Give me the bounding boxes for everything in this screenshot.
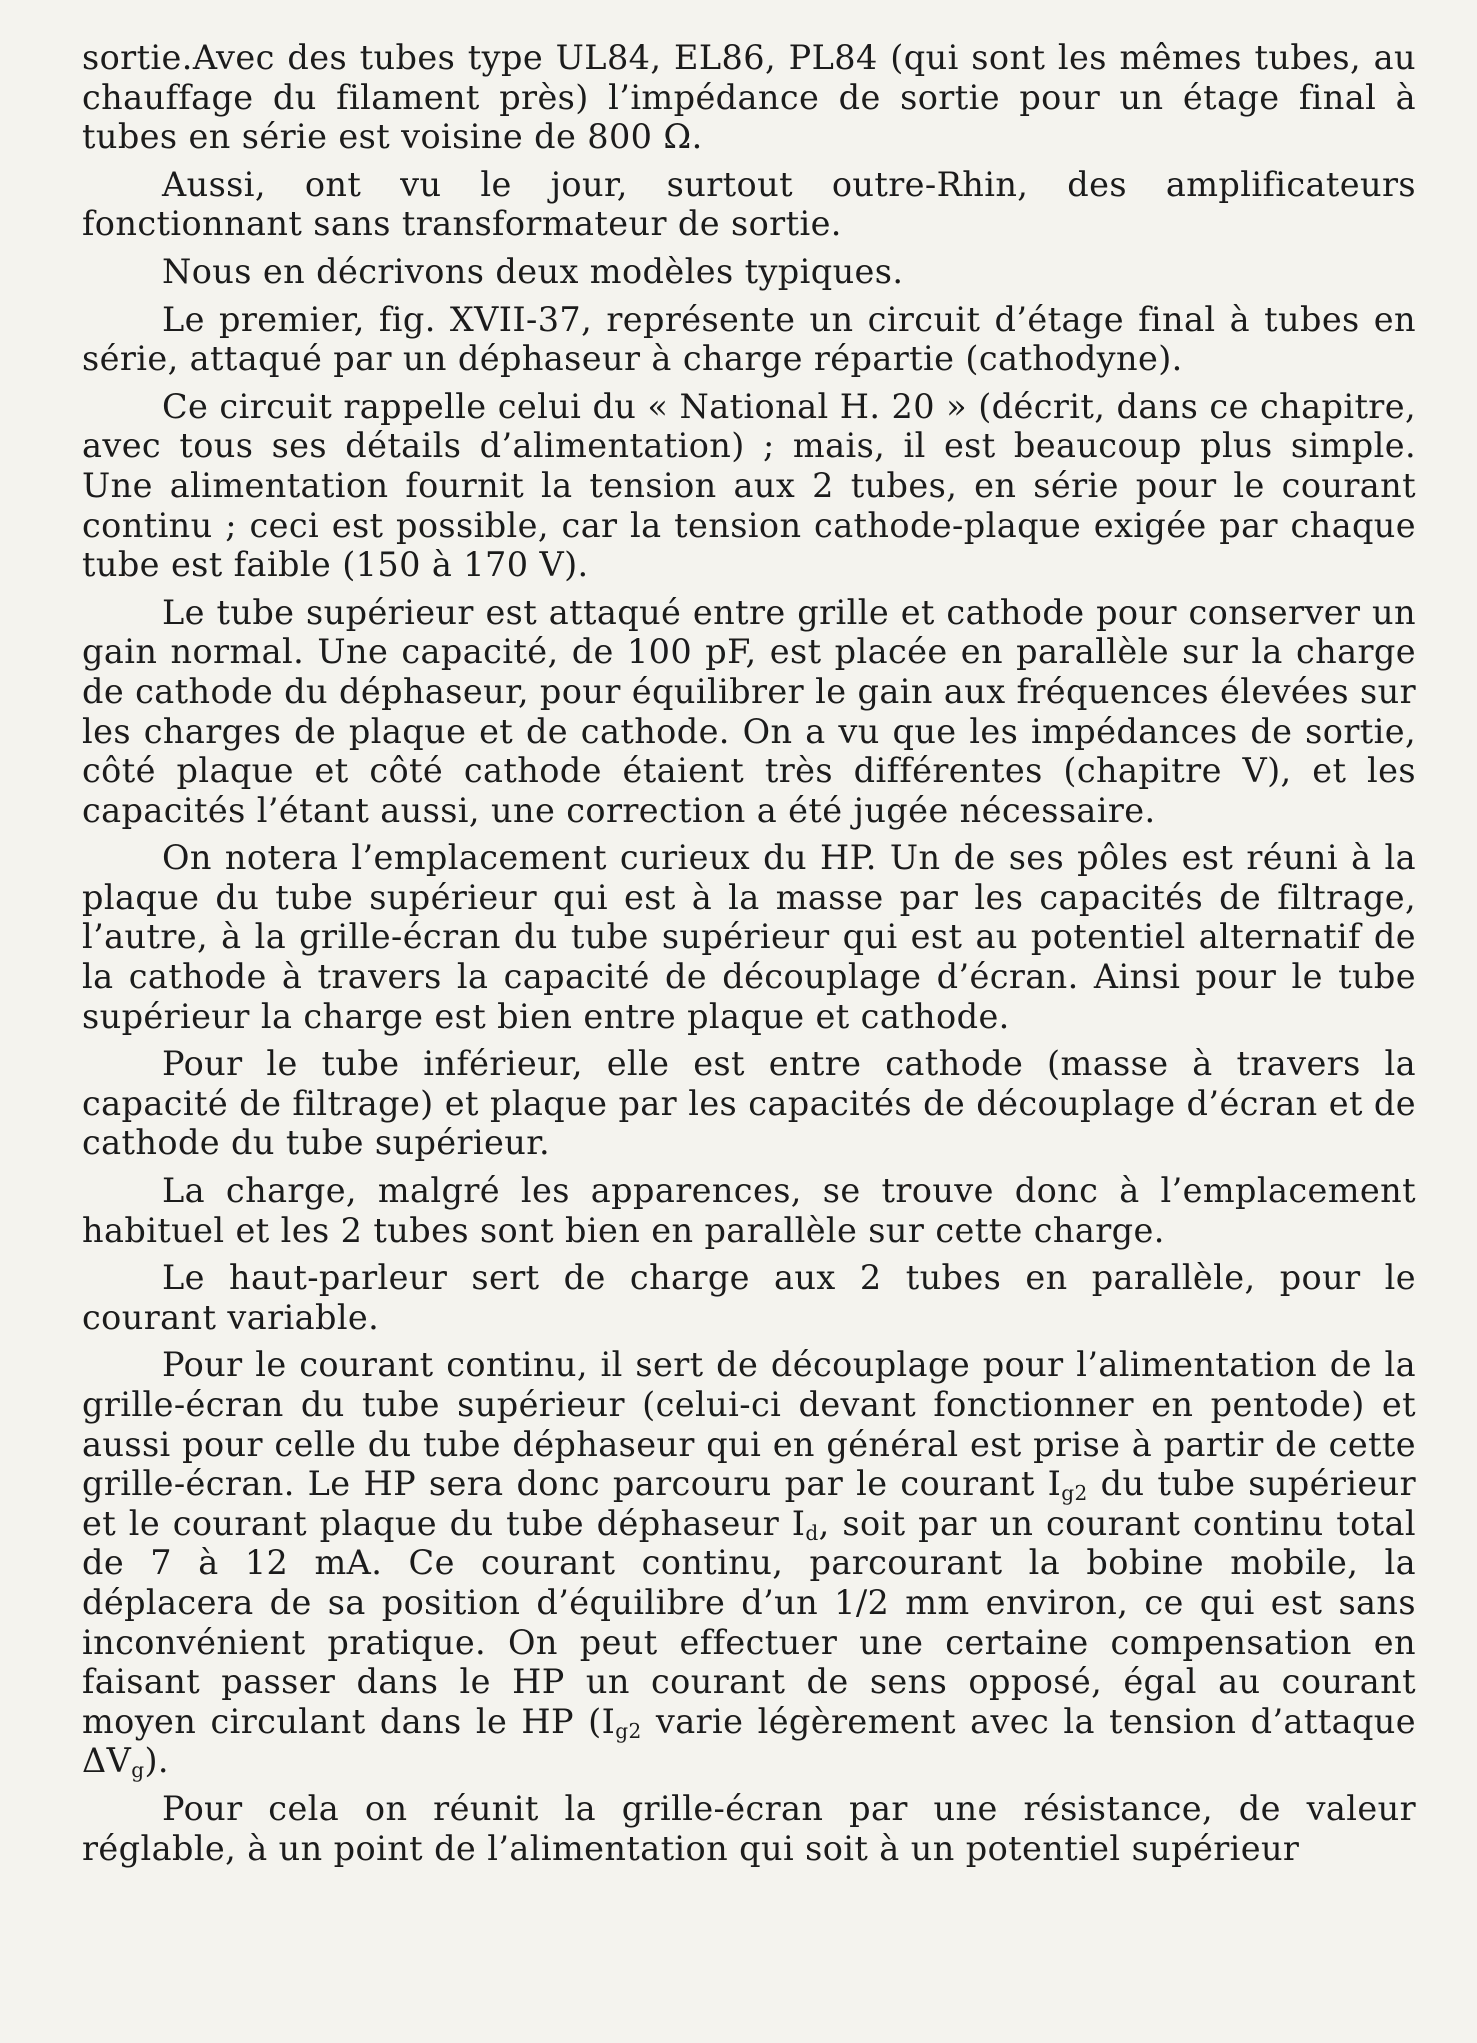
page-body	[82, 38, 1416, 1868]
subscript-g: g	[131, 1758, 145, 1783]
paragraph-2: Aussi, ont vu le jour, surtout outre-Rhin, des amplificateurs fonctionnant sans transformateur de sortie.	[82, 164, 1416, 244]
subscript-g2: g2	[615, 1718, 642, 1743]
paragraph-4: Le premier, fig. XVII-37, représente un circuit d’étage final à tubes en série, attaqué par un déphaseur à charge répartie (cathodyne).	[82, 299, 1416, 379]
paragraph-11-part-5: ).	[144, 1741, 169, 1781]
paragraph-11-part-1: Pour le courant continu, il sert de découplage pour l’alimentation de la grille-écran du tube supérieur (celui-ci devant fonctionner en pentode) et aussi pour celle du tube déphaseur qui en général est prise à partir de cette grille-écran. Le HP sera donc parcouru par le courant I	[82, 1345, 1416, 1504]
paragraph-3: Nous en décrivons deux modèles typiques.	[162, 251, 904, 291]
paragraph-11	[82, 1345, 1416, 1781]
paragraph-9: La charge, malgré les apparences, se trouve donc à l’emplacement habituel et les 2 tubes sont bien en parallèle sur cette charge.	[82, 1171, 1416, 1250]
paragraph-10: Le haut-parleur sert de charge aux 2 tubes en parallèle, pour le courant variable.	[82, 1258, 1416, 1337]
paragraph-11-part-4: varie légèrement avec la tension d’attaque ΔV	[82, 1701, 1417, 1781]
paragraph-11-part-2: du tube supérieur et le courant plaque du tube déphaseur I	[82, 1464, 1417, 1543]
paragraph-12: Pour cela on réunit la grille-écran par une résistance, de valeur réglable, à un point de l’alimentation qui soit à un potentiel supérieur	[82, 1788, 1416, 1868]
paragraph-1: sortie.Avec des tubes type UL84, EL86, PL84 (qui sont les mêmes tubes, au chauffage du filament près) l’impédance de sortie pour un étage final à tubes en série est voisine de 800 Ω.	[82, 38, 1416, 157]
paragraph-5: Ce circuit rappelle celui du « National H. 20 » (décrit, dans ce chapitre, avec tous ses détails d’alimentation) ; mais, il est beaucoup plus simple. Une alimentation fournit la tension aux 2 tubes, en série pour le courant continu ; ceci est possible, car la tension cathode-plaque exigée par chaque tube est faible (150 à 170 V).	[82, 386, 1416, 585]
paragraph-11-part-3: , soit par un courant continu total de 7 à 12 mA. Ce courant continu, parcourant la bobine mobile, la déplacera de sa position d’équilibre d’un 1/2 mm environ, ce qui est sans inconvénient pratique. On peut effectuer une certaine compensation en faisant passer dans le HP un courant de sens opposé, égal au courant moyen circulant dans le HP (I	[82, 1503, 1416, 1741]
subscript-d: d	[805, 1520, 819, 1545]
subscript-g2: g2	[1061, 1481, 1088, 1506]
paragraph-6: Le tube supérieur est attaqué entre grille et cathode pour conserver un gain normal. Une capacité, de 100 pF, est placée en parallèle sur la charge de cathode du déphaseur, pour équilibrer le gain aux fréquences élevées sur les charges de plaque et de cathode. On a vu que les impédances de sortie, côté plaque et côté cathode étaient très différentes (chapitre V), et les capacités l’étant aussi, une correction a été jugée nécessaire.	[82, 592, 1416, 830]
paragraph-8: Pour le tube inférieur, elle est entre cathode (masse à travers la capacité de filtrage) et plaque par les capacités de découplage d’écran et de cathode du tube supérieur.	[82, 1044, 1416, 1163]
paragraph-7: On notera l’emplacement curieux du HP. Un de ses pôles est réuni à la plaque du tube supérieur qui est à la masse par les capacités de filtrage, l’autre, à la grille-écran du tube supérieur qui est au potentiel alternatif de la cathode à travers la capacité de découplage d’écran. Ainsi pour le tube supérieur la charge est bien entre plaque et cathode.	[82, 838, 1416, 1036]
